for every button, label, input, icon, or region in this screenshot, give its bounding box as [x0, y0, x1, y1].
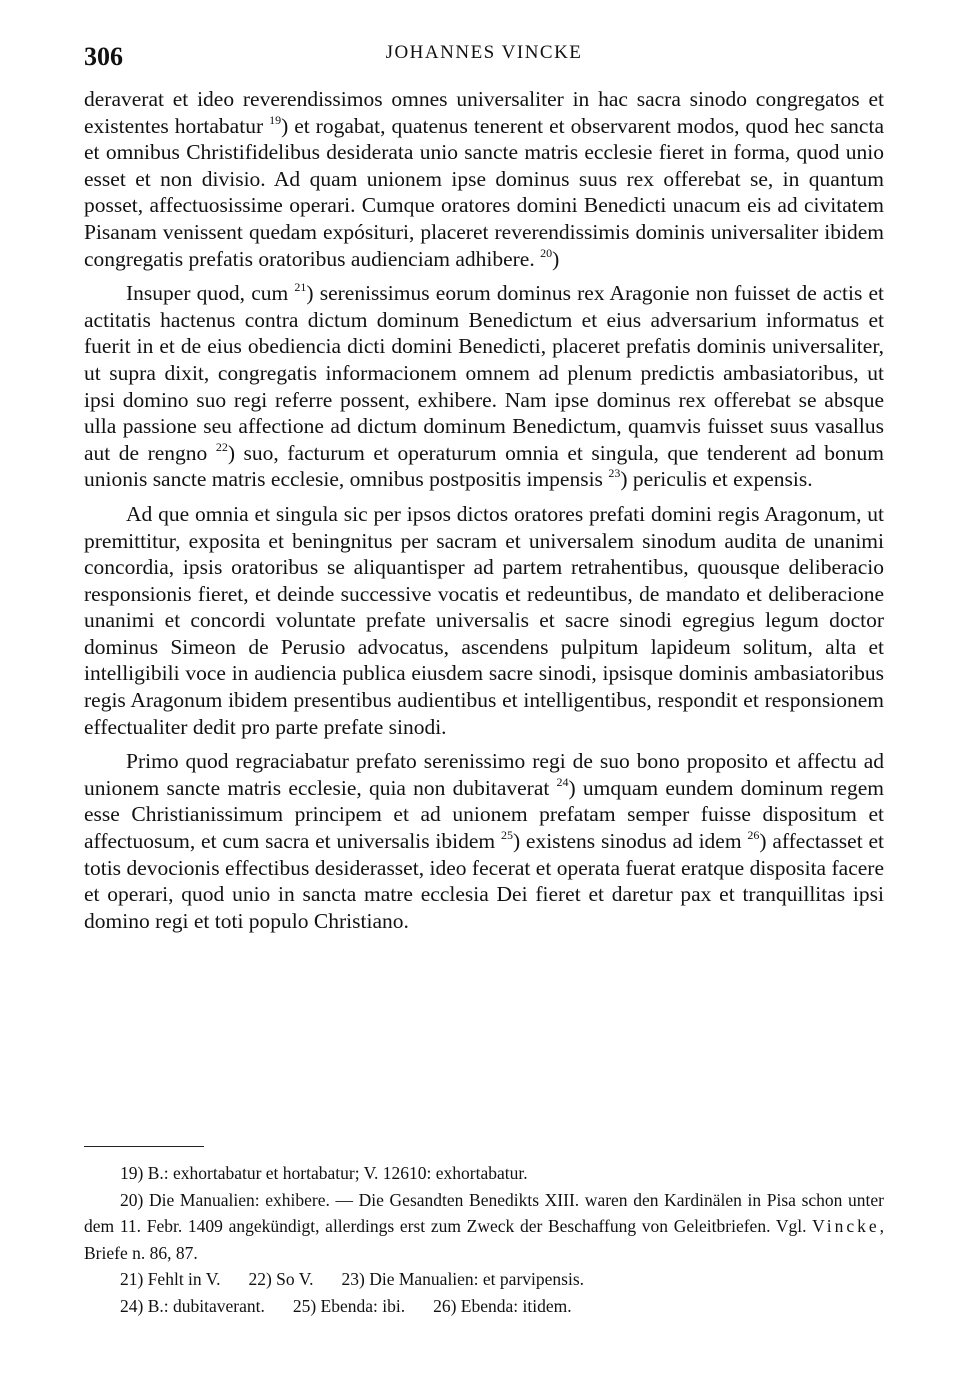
text-run: ) existens sinodus ad idem [512, 829, 748, 854]
footnote-reference: 24 [556, 774, 569, 789]
page-number: 306 [84, 42, 123, 71]
text-run: ) serenissimus eorum dominus rex Aragonie non fuisset de actis et actitatis hactenus contra dictum dominum Benedictum et eius adversarium informatus et fuerit in et de eius obediencia dicti domini Benedicti, placeret prefatis dominis universaliter, ut supra dixit, congregatis informacionem omnem ad plenum predictis ambasiatoribus, ut ipsi domino suo regi referre possent, exhibere. Nam ipse dominus rex offerebat se absque ulla passione seu affectione ad dictum dominum Benedictum, quamvis fuisset suus vasallus aut de rengno [84, 281, 884, 465]
footnote-20-author: Vincke [812, 1216, 880, 1236]
text-run: Insuper quod, cum [126, 281, 295, 306]
footnote-20-ref: , Briefe n. 86, 87. [84, 1216, 884, 1263]
footnotes [84, 1160, 884, 1319]
text-run: Primo quod regraciabatur prefato serenissimo regi de suo bono proposito et affectu ad unionem sancte matris ecclesie, quia non dubitaverat [84, 749, 884, 800]
footnote-reference: 23 [608, 466, 621, 481]
text-run: ) umquam eundem dominum regem esse Christianissimum principem et ad unionem prefatam semper fuisse dispositum et affectuosum, et cum sacra et universalis ibidem [84, 775, 884, 854]
footnote-19: 19) B.: exhortabatur et hortabatur; V. 12610: exhortabatur. [120, 1163, 528, 1183]
text-run: ) periculis et expensis. [620, 467, 813, 492]
text-run: ) [552, 246, 560, 271]
footnote-reference: 25 [500, 828, 513, 843]
page-header [84, 36, 884, 76]
paragraph-2 [84, 280, 884, 493]
text-run: Ad que omnia et singula sic per ipsos dictos oratores prefati domini regis Aragonum, ut premittitur, exposita et beningnitus per sacram et universalem sinodum audita de unanimi concordia, ipsis oratoribus se aliquantisper ad partem retrahentibus, quousque deliberacio responsionis fieret, et deinde successive vocatis et redeuntibus, de mandato et deliberacione unanimi et concordi voluntate prefate universalis et sacre sinodi egregius legum doctor dominus Simeon de Perusio advocatus, ascendens pulpitum lapideum solitum, alta et intelligibili voce in audiencia publica eiusdem sacre sinodi, ipsisque dominis ambasiatoribus regis Aragonum ibidem presentibus audientibus et intelligentibus, respondit et responsionem effectualiter dedit pro parte prefate sinodi. [84, 501, 884, 739]
footnote-reference: 20 [540, 245, 553, 260]
text-run: ) suo, facturum et operaturum omnia et singula, que tenderent ad bonum unionis sancte matris ecclesie, omnibus postpositis impensis [84, 440, 885, 492]
text-run: ) affectasset et totis devocionis effectibus desiderasset, ideo fecerat et operata fuerat eratque disposita facere et operari, quod unio in sancta matre ecclesia Dei fieret et daretur pax et tranquillitas ipsi domino regi et toti populo Christiano. [84, 829, 884, 933]
footnote-row-21-23 [84, 1266, 884, 1293]
footnote-22: 22) So V. [248, 1269, 314, 1289]
footnote-reference: 26 [747, 828, 760, 843]
footnote-separator-rule [84, 1146, 204, 1147]
footnote-reference: 21 [294, 280, 307, 295]
paragraph-1 [84, 86, 884, 272]
footnote-20-text: 20) Die Manualien: exhibere. — Die Gesandten Benedikts XIII. waren den Kardinälen in Pisa schon unter dem 11. Febr. 1409 angekündigt, allerdings erst zum Zweck der Beschaffung von Geleitbriefen. Vgl. [84, 1189, 884, 1236]
text-run: deraverat et ideo reverendissimos omnes universaliter in hac sacra sinodo congregatos et existentes hortabatur [84, 87, 884, 138]
main-text [84, 86, 884, 942]
footnote-23: 23) Die Manualien: et parvipensis. [341, 1269, 585, 1289]
footnote-reference: 19 [269, 112, 282, 127]
footnote-26: 26) Ebenda: itidem. [433, 1295, 572, 1316]
running-head: JOHANNES VINCKE [385, 42, 583, 63]
paragraph-4 [84, 748, 884, 934]
footnote-24: 24) B.: dubitaverant. [120, 1295, 265, 1316]
footnote-20 [84, 1187, 884, 1267]
footnote-row-24-26 [84, 1293, 884, 1320]
footnote-reference: 22 [215, 439, 228, 454]
paragraph-3 [84, 501, 884, 740]
footnote-25: 25) Ebenda: ibi. [292, 1295, 406, 1316]
footnote-21: 21) Fehlt in V. [120, 1269, 221, 1289]
text-run: ) et rogabat, quatenus tenerent et observarent modos, quod hec sancta et omnibus Christifidelibus desiderata unio sancte matris ecclesie fieret in forma, quod unio esset et non divisio. Ad quam unionem ipse dominus suus rex offerebat se, in quantum posset, affectuosissime operari. Cumque oratores domini Benedicti unacum eis ad civitatem Pisanam venissent quedam expósituri, placeret reverendissimis dominis universaliter ibidem congregatis prefatis oratoribus audienciam adhibere. [84, 113, 884, 271]
